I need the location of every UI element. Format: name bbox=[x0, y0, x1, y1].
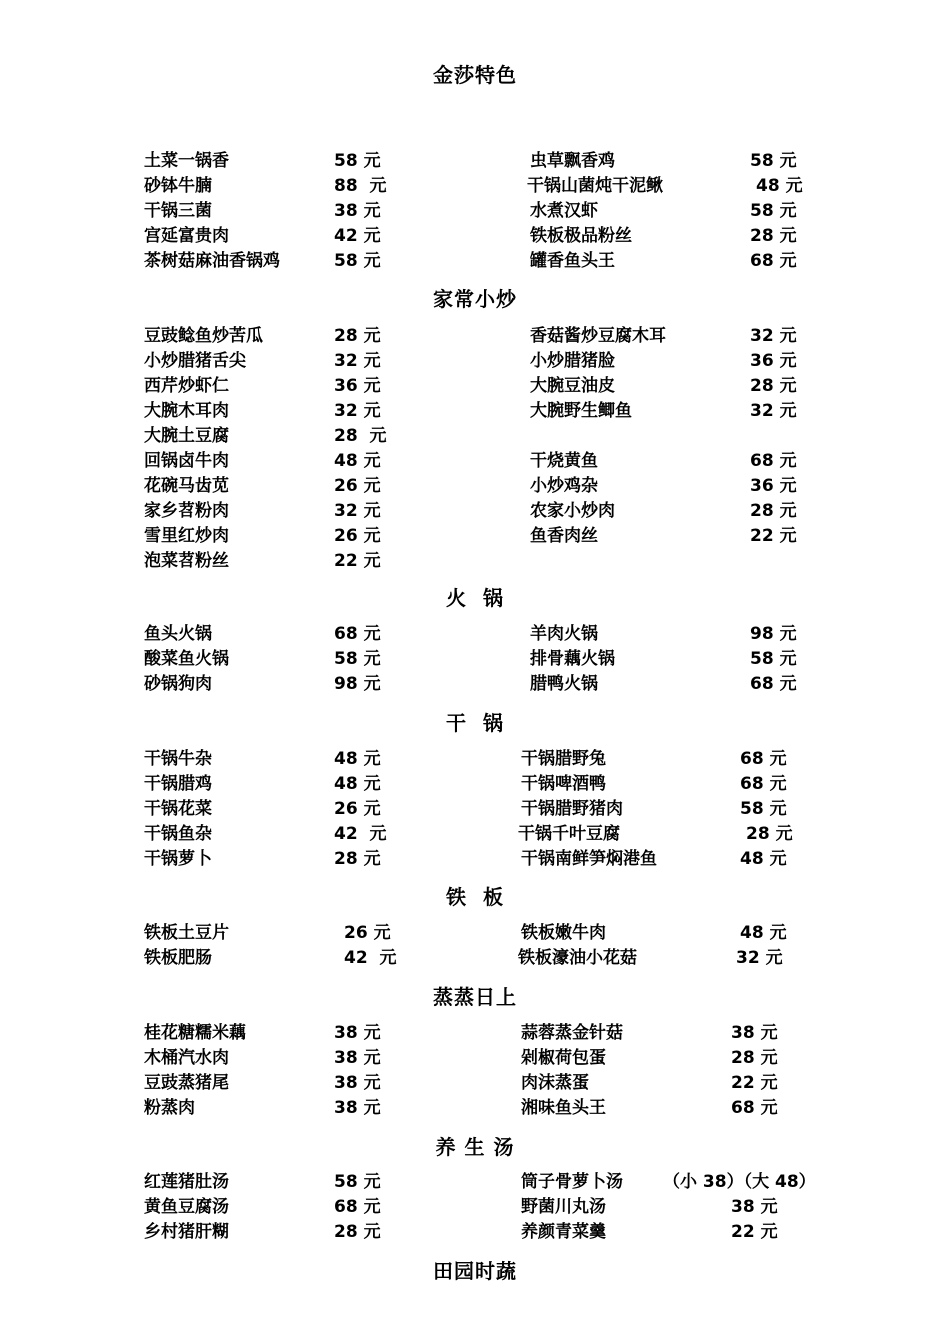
dish-price: 68 元 bbox=[750, 251, 797, 271]
dish-price: 68 元 bbox=[740, 774, 787, 794]
menu-item-right bbox=[0, 250, 950, 272]
dish-name: 铁板土豆片 bbox=[144, 923, 229, 943]
dish-price: 42 元 bbox=[334, 824, 387, 844]
dish-name: 大腕豆油皮 bbox=[530, 376, 615, 396]
menu-item-right bbox=[0, 1022, 950, 1044]
dish-price: 42 元 bbox=[334, 226, 381, 246]
dish-name: 鱼头火锅 bbox=[144, 624, 212, 644]
dish-name: 小炒腊猪脸 bbox=[530, 351, 615, 371]
dish-name: 粉蒸肉 bbox=[144, 1098, 195, 1118]
dish-name: 干锅花菜 bbox=[144, 799, 212, 819]
dish-price: 68 元 bbox=[334, 1197, 381, 1217]
menu-item-right bbox=[0, 848, 950, 870]
dish-name: 鱼香肉丝 bbox=[530, 526, 598, 546]
dish-name: 水煮汉虾 bbox=[530, 201, 598, 221]
dish-name: 干锅千叶豆腐 bbox=[518, 824, 620, 844]
dish-price: 26 元 bbox=[334, 526, 381, 546]
menu-item-right bbox=[0, 1072, 950, 1094]
section-title: 火 锅 bbox=[446, 586, 504, 610]
dish-name: 干锅啤酒鸭 bbox=[521, 774, 606, 794]
section-title: 蒸蒸日上 bbox=[433, 985, 517, 1009]
dish-price: 28 元 bbox=[746, 824, 793, 844]
dish-name: 花碗马齿苋 bbox=[144, 476, 229, 496]
section-title: 养 生 汤 bbox=[435, 1135, 515, 1159]
dish-name: 干锅南鲜笋焖港鱼 bbox=[521, 849, 657, 869]
dish-name: 砂钵牛腩 bbox=[144, 176, 212, 196]
menu-item-right bbox=[0, 1221, 950, 1243]
dish-name: 香菇酱炒豆腐木耳 bbox=[530, 326, 666, 346]
dish-name: 豆豉鲶鱼炒苦瓜 bbox=[144, 326, 263, 346]
dish-name: 干锅腊鸡 bbox=[144, 774, 212, 794]
dish-name: 剁椒荷包蛋 bbox=[521, 1048, 606, 1068]
dish-name: 农家小炒肉 bbox=[530, 501, 615, 521]
dish-price: 36 元 bbox=[334, 376, 381, 396]
dish-name: 西芹炒虾仁 bbox=[144, 376, 229, 396]
dish-price: 38 元 bbox=[334, 1048, 381, 1068]
dish-name: 回锅卤牛肉 bbox=[144, 451, 229, 471]
section-title: 金莎特色 bbox=[433, 63, 517, 87]
dish-price: 36 元 bbox=[750, 476, 797, 496]
menu-item-left bbox=[0, 425, 950, 447]
menu-item-right bbox=[0, 350, 950, 372]
dish-name: 砂锅狗肉 bbox=[144, 674, 212, 694]
menu-item-right bbox=[0, 623, 950, 645]
menu-item-right bbox=[0, 375, 950, 397]
dish-price: 48 元 bbox=[334, 749, 381, 769]
dish-name: 大腕木耳肉 bbox=[144, 401, 229, 421]
dish-price: 38 元 bbox=[334, 1073, 381, 1093]
dish-price: 32 元 bbox=[334, 501, 381, 521]
dish-price: 48 元 bbox=[756, 176, 803, 196]
menu-item-right bbox=[0, 673, 950, 695]
dish-name: 茶树菇麻油香锅鸡 bbox=[144, 251, 280, 271]
dish-name: 铁板肥肠 bbox=[144, 948, 212, 968]
dish-price: 48 元 bbox=[334, 774, 381, 794]
dish-price: 88 元 bbox=[334, 176, 387, 196]
dish-name: 泡菜苕粉丝 bbox=[144, 551, 229, 571]
dish-price: 32 元 bbox=[736, 948, 783, 968]
dish-name: 桂花糖糯米藕 bbox=[144, 1023, 246, 1043]
dish-price: 68 元 bbox=[750, 674, 797, 694]
dish-name: 干锅三菌 bbox=[144, 201, 212, 221]
dish-name: 排骨藕火锅 bbox=[530, 649, 615, 669]
dish-name: 干锅牛杂 bbox=[144, 749, 212, 769]
dish-price: 48 元 bbox=[334, 451, 381, 471]
menu-item-right bbox=[0, 648, 950, 670]
dish-price: 58 元 bbox=[750, 201, 797, 221]
dish-price: 58 元 bbox=[750, 151, 797, 171]
dish-price: 26 元 bbox=[334, 476, 381, 496]
dish-name: 筒子骨萝卜汤 bbox=[521, 1172, 623, 1192]
dish-name: 小炒腊猪舌尖 bbox=[144, 351, 246, 371]
dish-name: 干锅鱼杂 bbox=[144, 824, 212, 844]
dish-price: 68 元 bbox=[750, 451, 797, 471]
dish-name: 养颜青菜羹 bbox=[521, 1222, 606, 1242]
dish-name: 雪里红炒肉 bbox=[144, 526, 229, 546]
dish-price: 48 元 bbox=[740, 923, 787, 943]
menu-item-right bbox=[0, 200, 950, 222]
dish-name: 铁板极品粉丝 bbox=[530, 226, 632, 246]
dish-price: 22 元 bbox=[750, 526, 797, 546]
dish-price: 28 元 bbox=[334, 1222, 381, 1242]
menu-item-right bbox=[0, 1196, 950, 1218]
dish-price: 68 元 bbox=[334, 624, 381, 644]
dish-name: 铁板濠油小花菇 bbox=[518, 948, 637, 968]
menu-item-right bbox=[0, 1047, 950, 1069]
dish-price: 68 元 bbox=[731, 1098, 778, 1118]
dish-name: 干锅山菌炖干泥鳅 bbox=[527, 176, 663, 196]
dish-name: 乡村猪肝糊 bbox=[144, 1222, 229, 1242]
dish-name: 豆豉蒸猪尾 bbox=[144, 1073, 229, 1093]
menu-item-right bbox=[0, 773, 950, 795]
section-title: 田园时蔬 bbox=[433, 1259, 517, 1283]
dish-price: 58 元 bbox=[334, 151, 381, 171]
dish-price: 22 元 bbox=[334, 551, 381, 571]
dish-name: 干锅萝卜 bbox=[144, 849, 212, 869]
menu-item-right bbox=[0, 1097, 950, 1119]
dish-price: 22 元 bbox=[731, 1222, 778, 1242]
dish-name: 宫延富贵肉 bbox=[144, 226, 229, 246]
dish-price: 28 元 bbox=[750, 226, 797, 246]
menu-item-right bbox=[0, 525, 950, 547]
dish-price: 38 元 bbox=[731, 1023, 778, 1043]
dish-price: 26 元 bbox=[334, 799, 381, 819]
menu-item-right bbox=[0, 1171, 950, 1193]
dish-price: 58 元 bbox=[750, 649, 797, 669]
dish-name: 腊鸭火锅 bbox=[530, 674, 598, 694]
menu-item-right bbox=[0, 150, 950, 172]
menu-item-right bbox=[0, 400, 950, 422]
dish-price: 32 元 bbox=[334, 401, 381, 421]
dish-name: 土菜一锅香 bbox=[144, 151, 229, 171]
dish-price: 58 元 bbox=[334, 251, 381, 271]
dish-name: 干锅腊野兔 bbox=[521, 749, 606, 769]
menu-item-right bbox=[0, 225, 950, 247]
section-title: 干 锅 bbox=[446, 711, 504, 735]
dish-name: 木桶汽水肉 bbox=[144, 1048, 229, 1068]
dish-price: （小 38）（大 48） bbox=[663, 1172, 816, 1192]
dish-price: 58 元 bbox=[334, 649, 381, 669]
dish-name: 罐香鱼头王 bbox=[530, 251, 615, 271]
section-title: 铁 板 bbox=[446, 885, 504, 909]
menu-item-right bbox=[0, 922, 950, 944]
dish-price: 98 元 bbox=[334, 674, 381, 694]
dish-price: 28 元 bbox=[334, 426, 387, 446]
dish-price: 38 元 bbox=[334, 1023, 381, 1043]
dish-name: 大腕野生鲫鱼 bbox=[530, 401, 632, 421]
dish-name: 干锅腊野猪肉 bbox=[521, 799, 623, 819]
dish-price: 32 元 bbox=[334, 351, 381, 371]
dish-price: 22 元 bbox=[731, 1073, 778, 1093]
dish-price: 38 元 bbox=[731, 1197, 778, 1217]
dish-name: 湘味鱼头王 bbox=[521, 1098, 606, 1118]
dish-name: 家乡苕粉肉 bbox=[144, 501, 229, 521]
menu-item-right bbox=[0, 798, 950, 820]
dish-price: 58 元 bbox=[740, 799, 787, 819]
dish-price: 68 元 bbox=[740, 749, 787, 769]
menu-item-right bbox=[0, 175, 950, 197]
menu-item-left bbox=[0, 550, 950, 572]
dish-name: 大腕土豆腐 bbox=[144, 426, 229, 446]
dish-price: 38 元 bbox=[334, 1098, 381, 1118]
dish-name: 虫草飘香鸡 bbox=[530, 151, 615, 171]
dish-name: 干烧黄鱼 bbox=[530, 451, 598, 471]
dish-price: 32 元 bbox=[750, 326, 797, 346]
dish-name: 小炒鸡杂 bbox=[530, 476, 598, 496]
menu-item-right bbox=[0, 823, 950, 845]
dish-price: 26 元 bbox=[344, 923, 391, 943]
section-title: 家常小炒 bbox=[433, 287, 517, 311]
dish-price: 36 元 bbox=[750, 351, 797, 371]
dish-name: 野菌川丸汤 bbox=[521, 1197, 606, 1217]
dish-price: 58 元 bbox=[334, 1172, 381, 1192]
dish-name: 红莲猪肚汤 bbox=[144, 1172, 229, 1192]
menu-item-right bbox=[0, 947, 950, 969]
dish-name: 酸菜鱼火锅 bbox=[144, 649, 229, 669]
dish-name: 黄鱼豆腐汤 bbox=[144, 1197, 229, 1217]
dish-name: 肉沫蒸蛋 bbox=[521, 1073, 589, 1093]
menu-item-right bbox=[0, 748, 950, 770]
dish-price: 32 元 bbox=[750, 401, 797, 421]
dish-price: 28 元 bbox=[731, 1048, 778, 1068]
menu-item-right bbox=[0, 500, 950, 522]
dish-name: 蒜蓉蒸金针菇 bbox=[521, 1023, 623, 1043]
dish-price: 38 元 bbox=[334, 201, 381, 221]
dish-name: 羊肉火锅 bbox=[530, 624, 598, 644]
dish-price: 28 元 bbox=[334, 849, 381, 869]
menu-item-right bbox=[0, 450, 950, 472]
dish-price: 28 元 bbox=[750, 501, 797, 521]
menu-item-right bbox=[0, 475, 950, 497]
dish-price: 28 元 bbox=[750, 376, 797, 396]
dish-price: 28 元 bbox=[334, 326, 381, 346]
dish-price: 48 元 bbox=[740, 849, 787, 869]
dish-name: 铁板嫩牛肉 bbox=[521, 923, 606, 943]
dish-price: 98 元 bbox=[750, 624, 797, 644]
menu-item-right bbox=[0, 325, 950, 347]
dish-price: 42 元 bbox=[344, 948, 397, 968]
